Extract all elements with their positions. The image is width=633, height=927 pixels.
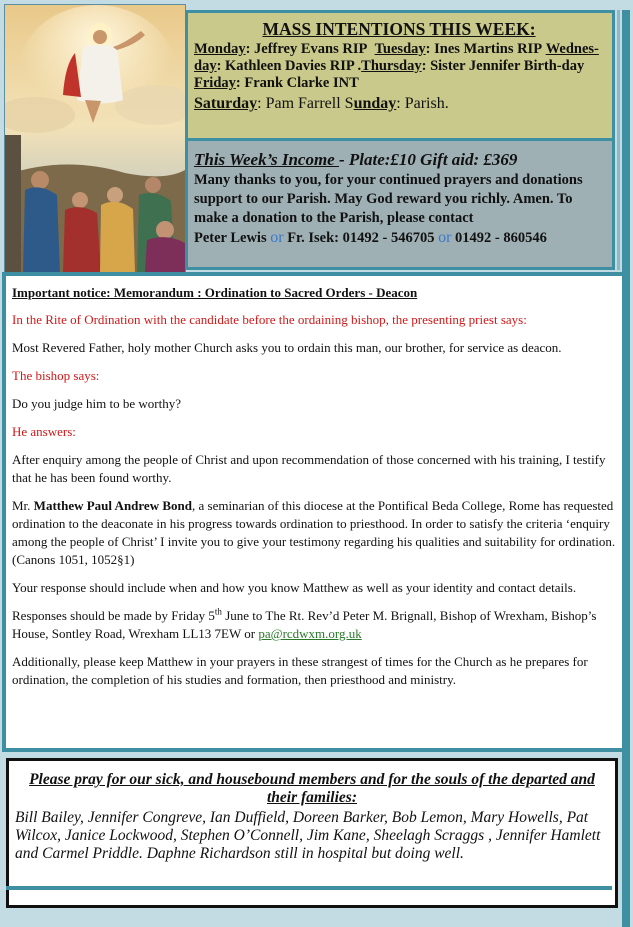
ordination-notice-box [2,272,626,752]
bishop-says: The bishop says: [12,368,100,383]
date-suffix: th [214,606,222,617]
answer-words: After enquiry among the people of Christ and upon recommendation of those concerned with his training, I testify that he has been found worthy. [12,452,606,485]
right-accent-bar-light [617,10,620,270]
weekend-intentions [194,95,604,112]
email-link[interactable]: pa@rcdwxm.org.uk [258,626,362,641]
contact-line [194,228,606,248]
or-text-2: or [438,229,452,246]
rite-intro: In the Rite of Ordination with the candidate before the ordaining bishop, the presenting priest says: [12,312,527,327]
he-answers: He answers: [12,424,76,439]
wednesday-label-b: day [194,58,217,74]
responses-text-b: June to The Rt. Rev’d Peter M. Brignall, Bishop of Wrexham, Bishop’s House, Sontley Road, Wrexham LL13 7EW or [12,608,597,641]
tuesday-intention: : Ines Martins RIP [425,41,543,57]
friday-intention: : Frank Clarke INT [235,75,359,91]
income-amounts: - Plate:£10 Gift aid: £369 [338,150,518,169]
contact-phone-2: 01492 - 860546 [451,230,547,246]
wednesday-intention: : Kathleen Davies RIP . [216,58,362,74]
tuesday-label: Tuesday [374,41,426,57]
friday-label: Friday [194,75,236,91]
saturday-label: Saturday [194,95,258,112]
mass-intentions-box [185,10,615,141]
responses-paragraph [12,607,618,643]
responses-text-a: Responses should be made by Friday 5 [12,608,215,623]
wednesday-label-a: Wednes- [545,41,599,57]
candidate-name: Matthew Paul Andrew Bond [33,498,192,513]
candidate-paragraph [12,497,618,569]
thursday-label: Thursday [361,58,422,74]
income-thanks-text: Many thanks to you, for your continued prayers and donations support to our Parish. May God reward you richly. Amen. To make a donation to the Parish, please contact [194,172,583,226]
additional-prayers: Additionally, please keep Matthew in your prayers in these strangest of times for the Church as he prepares for ordination, the completion of his studies and formation, then priesthood and ministry. [12,654,588,687]
mass-intentions-title: MASS INTENTIONS THIS WEEK: [262,19,536,39]
ascension-painting-icon [4,4,186,274]
contact-peter-lewis: Peter Lewis [194,230,271,246]
mass-intentions-list [194,41,604,92]
income-title: This Week’s Income [194,150,339,169]
thursday-intention: : Sister Jennifer Birth-day [421,58,585,74]
prayer-heading: Please pray for our sick, and housebound members and for the souls of the departed and their families: [29,771,595,806]
sunday-intention: : Parish. [396,95,449,112]
response-instructions: Your response should include when and how you know Matthew as well as your identity and contact details. [12,580,577,595]
priest-words: Most Revered Father, holy mother Church asks you to ordain this man, our brother, for service as deacon. [12,340,562,355]
saturday-intention: : Pam Farrell S [257,95,354,112]
sunday-label: unday [353,95,397,112]
income-title-line [194,149,606,171]
monday-label: Monday [194,41,246,57]
prayer-names: Bill Bailey, Jennifer Congreve, Ian Duffield, Doreen Barker, Bob Lemon, Mary Howells, Pat Wilcox, Janice Lockwood, Stephen O’Connell, Jim Kane, Sheelagh Scraggs , Jennifer Hamlett and Carmel Priddle. Daphne Richardson still in hospital but doing well. [15,809,601,862]
candidate-text: , a seminarian of this diocese at the Pontifical Beda College, Rome has requested ordination to the deaconate in his progress towards ordination to priesthood. In order to satisfy the criteria ‘enquiry among the people of Christ’ I invite you to give your testimony regarding his qualities and suitability for ordination. (Canons 1051, 1052§1) [12,498,616,567]
notice-heading: Important notice: Memorandum : Ordination to Sacred Orders - Deacon [12,285,418,300]
monday-intention: : Jeffrey Evans RIP [245,41,368,57]
contact-fr-isek: Fr. Isek: 01492 - 546705 [283,230,439,246]
or-text: or [270,229,284,246]
weekly-income-box [185,141,615,270]
candidate-prefix: Mr. [12,498,34,513]
bottom-accent-bar [6,886,612,890]
bishop-words: Do you judge him to be worthy? [12,396,181,411]
